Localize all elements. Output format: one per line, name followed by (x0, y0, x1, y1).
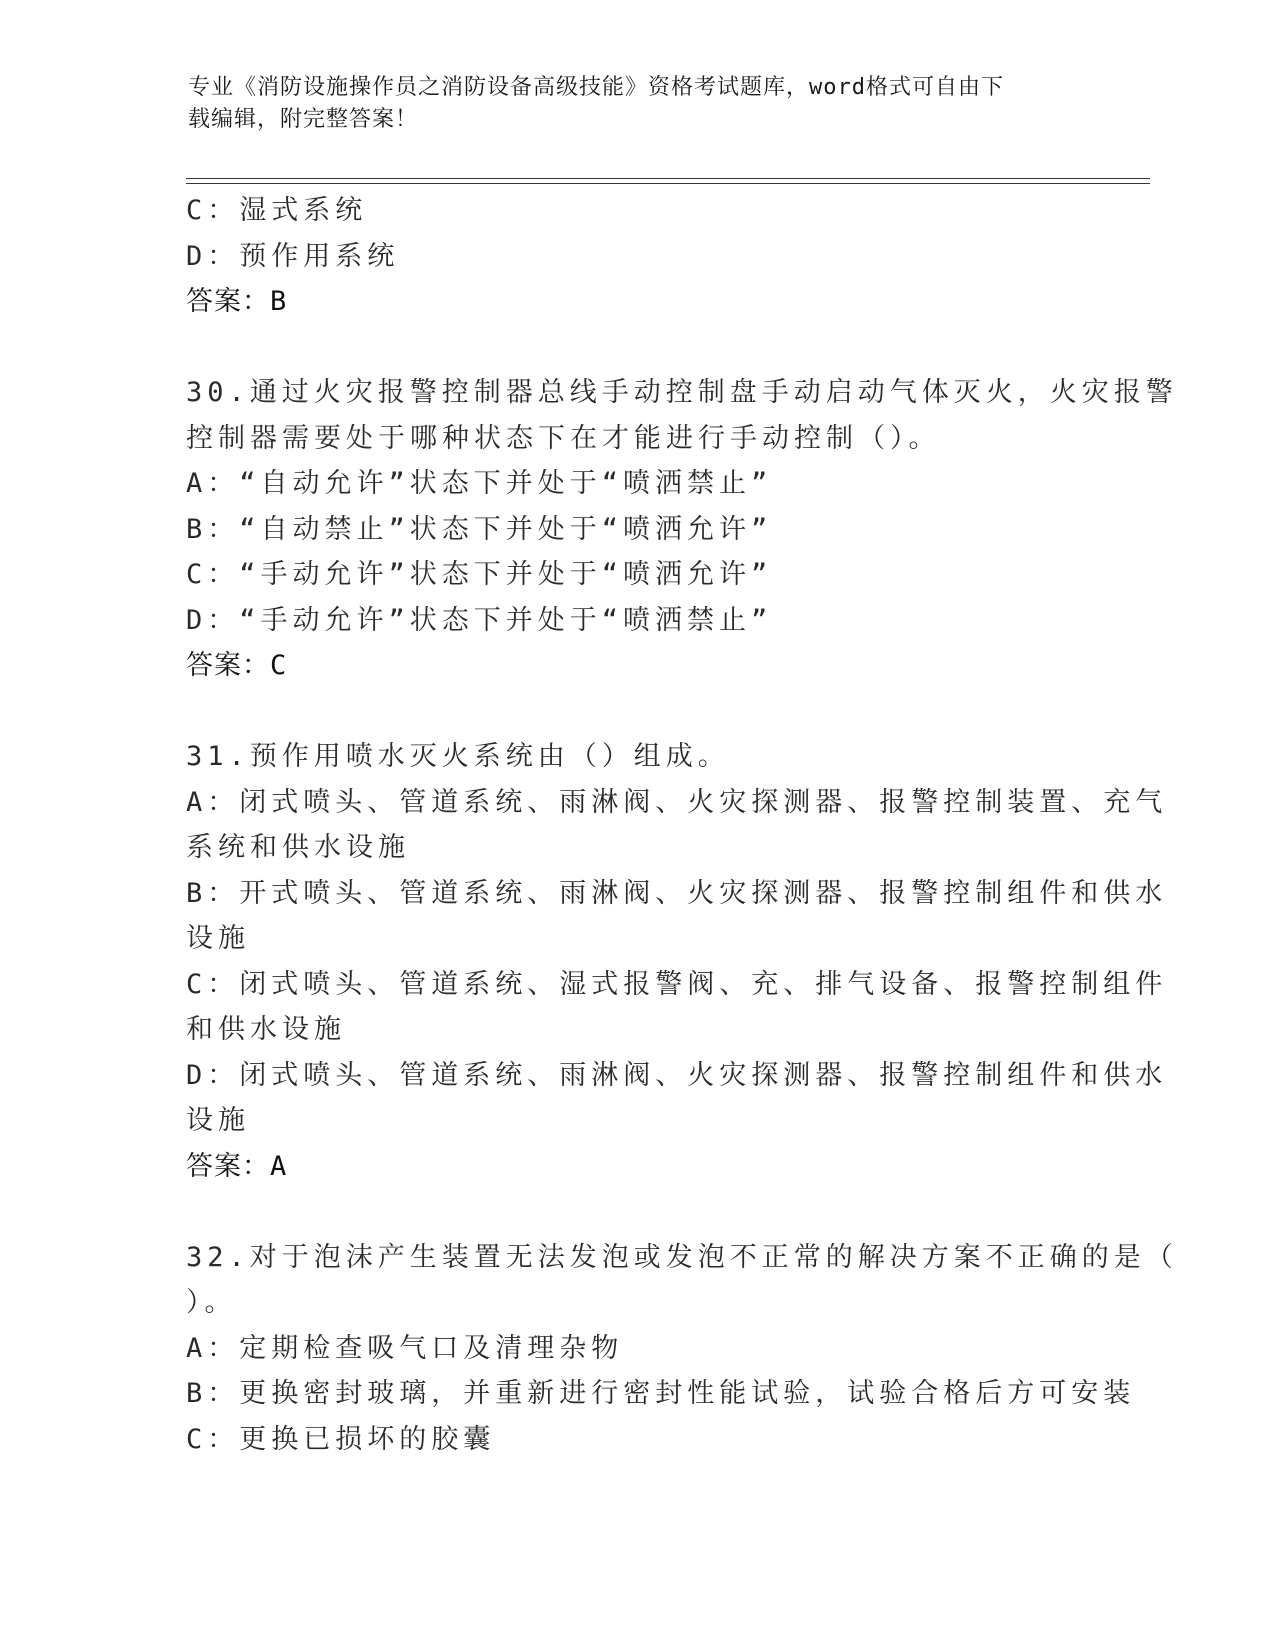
q32-option-a: A：定期检查吸气口及清理杂物 (186, 1332, 624, 1364)
q29-option-c: C：湿式系统 (186, 195, 368, 226)
header-divider-bottom (186, 183, 1150, 184)
spacer (186, 325, 1086, 371)
q30-option-a: A：“自动允许”状态下并处于“喷洒禁止” (186, 468, 773, 499)
question-32 (186, 1235, 1178, 1463)
question-29-tail (186, 188, 1086, 325)
q30-option-b: B：“自动禁止”状态下并处于“喷洒允许” (186, 513, 773, 545)
q29-answer: 答案：B (186, 286, 288, 317)
spacer (186, 1189, 1086, 1235)
header-divider-top (186, 178, 1150, 179)
header-line-2: 载编辑，附完整答案！ (188, 107, 419, 132)
q31-stem: 31.预作用喷水灭火系统由（）组成。 (186, 741, 730, 772)
q31-option-a-line-1: A：闭式喷头、管道系统、雨淋阀、火灾探测器、报警控制装置、充气 (186, 786, 1168, 818)
q31-answer: 答案：A (186, 1150, 288, 1182)
spacer (186, 689, 1086, 735)
question-31 (186, 734, 1168, 1189)
q30-stem-line-2: 控制器需要处于哪种状态下在才能进行手动控制（）。 (186, 422, 941, 454)
document-body (186, 188, 1178, 1462)
q30-option-c: C：“手动允许”状态下并处于“喷洒允许” (186, 559, 773, 590)
q30-answer: 答案：C (186, 650, 288, 681)
q31-option-a-line-2: 系统和供水设施 (186, 832, 410, 863)
q32-option-b: B：更换密封玻璃，并重新进行密封性能试验，试验合格后方可安装 (186, 1378, 1136, 1409)
q31-option-c-line-2: 和供水设施 (186, 1014, 346, 1045)
q32-option-c: C：更换已损坏的胶囊 (186, 1423, 496, 1455)
q32-stem-line-1: 32.对于泡沫产生装置无法发泡或发泡不正常的解决方案不正确的是（ (186, 1241, 1178, 1273)
question-30 (186, 370, 1178, 689)
q29-option-d: D：预作用系统 (186, 240, 400, 272)
q32-stem-line-2: ）。 (186, 1287, 237, 1318)
q31-option-b-line-1: B：开式喷头、管道系统、雨淋阀、火灾探测器、报警控制组件和供水 (186, 877, 1168, 909)
q31-option-d-line-1: D：闭式喷头、管道系统、雨淋阀、火灾探测器、报警控制组件和供水 (186, 1059, 1168, 1091)
q31-option-c-line-1: C：闭式喷头、管道系统、湿式报警阀、充、排气设备、报警控制组件 (186, 968, 1168, 1000)
q30-option-d: D：“手动允许”状态下并处于“喷洒禁止” (186, 604, 773, 636)
q31-option-d-line-2: 设施 (186, 1105, 250, 1136)
q31-option-b-line-2: 设施 (186, 923, 250, 954)
q30-stem-line-1: 30.通过火灾报警控制器总线手动控制盘手动启动气体灭火，火灾报警 (186, 377, 1178, 408)
document-header (188, 72, 1068, 136)
header-line-1: 专业《消防设施操作员之消防设备高级技能》资格考试题库，word格式可自由下 (188, 75, 1004, 100)
